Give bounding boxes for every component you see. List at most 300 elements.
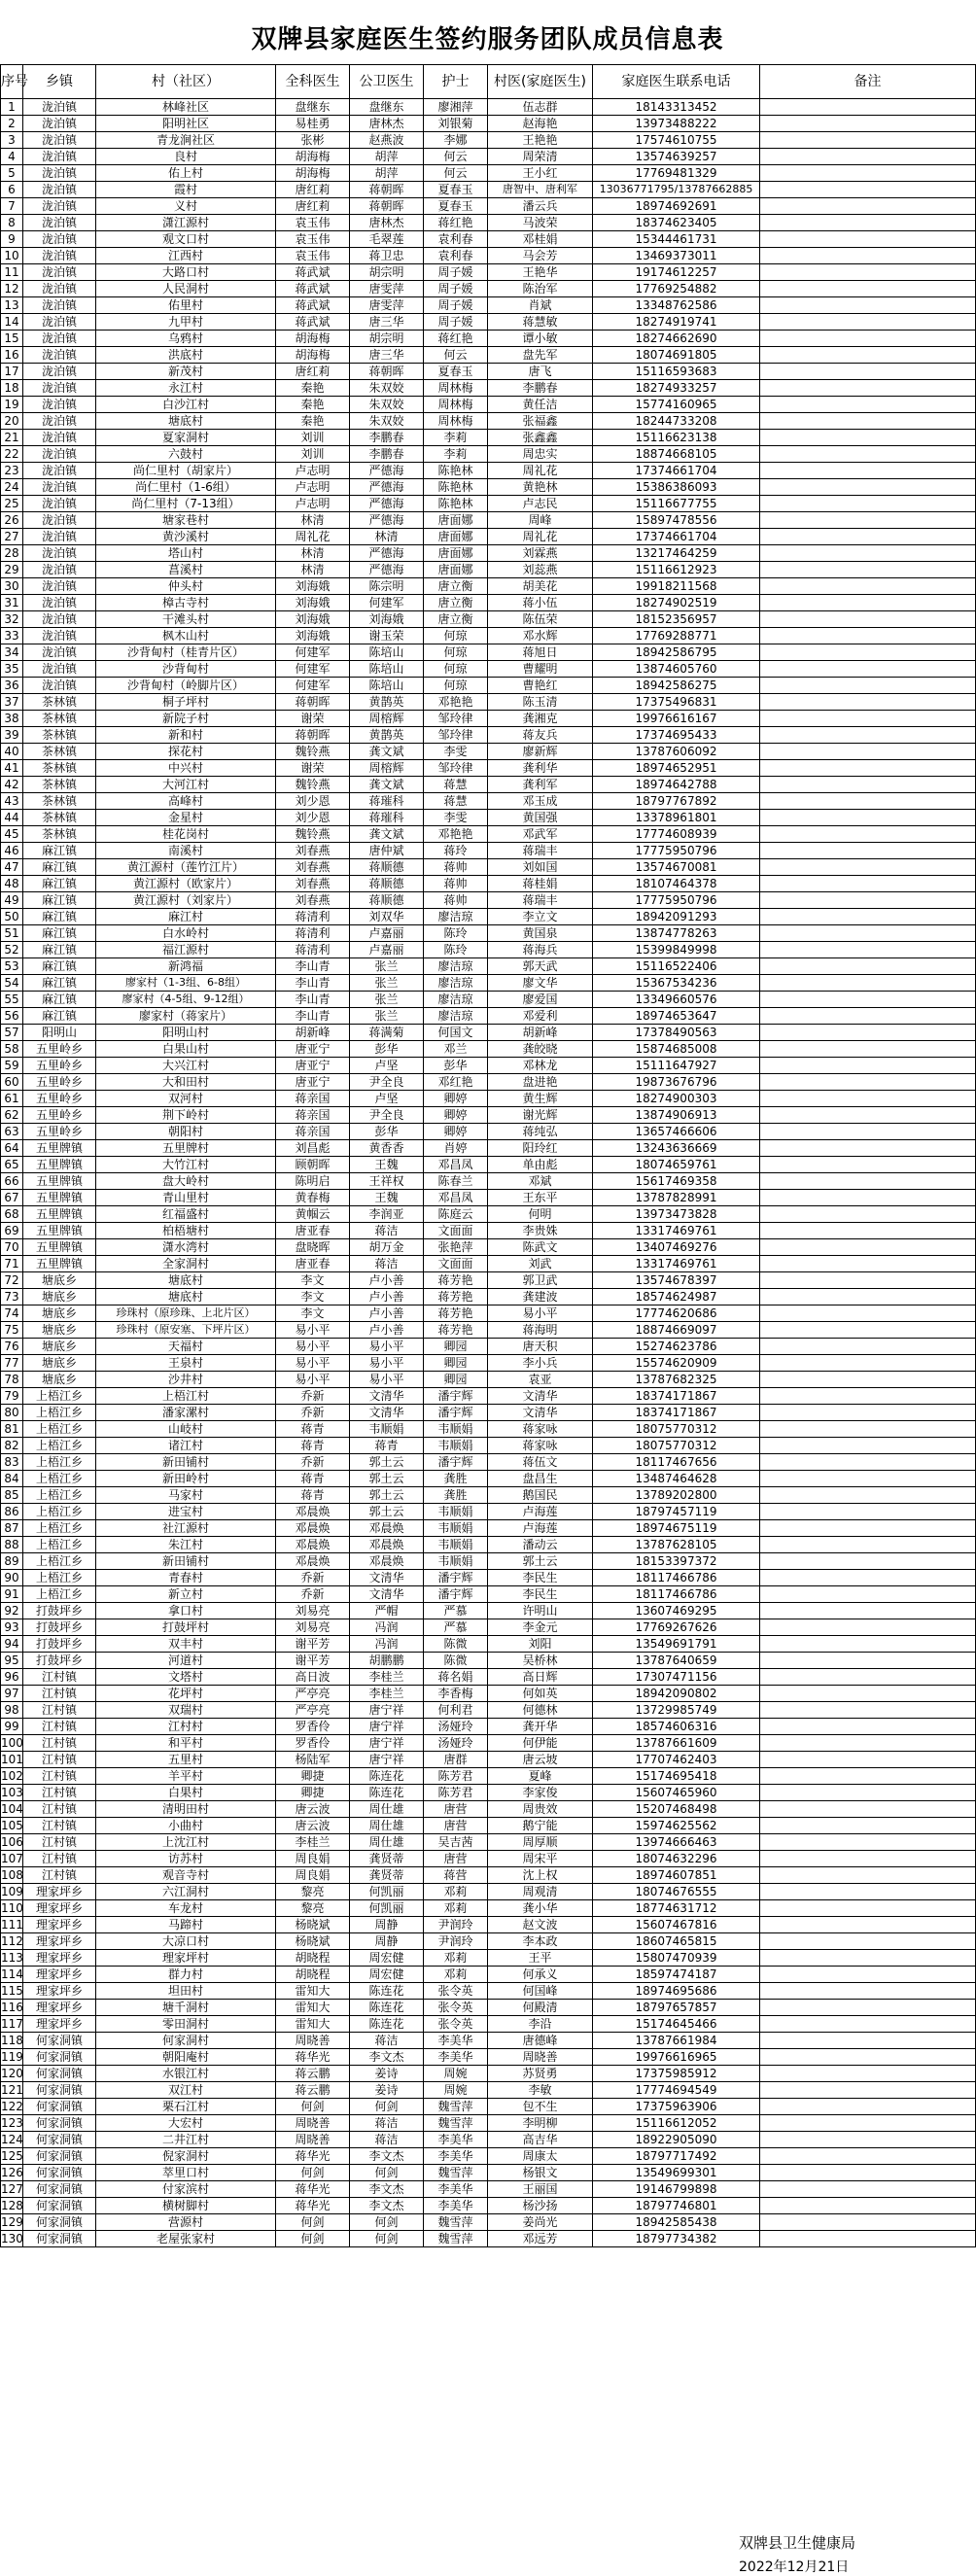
cell-township: 茶林镇 <box>23 810 96 826</box>
cell-phone: 18607465815 <box>593 1933 760 1950</box>
cell-village-doctor: 何殿清 <box>488 2000 593 2016</box>
cell-gp: 罗香伶 <box>276 1735 350 1752</box>
table-row <box>1 595 976 611</box>
cell-index: 9 <box>1 231 23 248</box>
cell-phone: 18974692691 <box>593 198 760 215</box>
cell-village-doctor: 鹅国民 <box>488 1487 593 1504</box>
cell-public-health-doctor: 唐仲斌 <box>350 843 424 859</box>
cell-nurse: 唐面娜 <box>424 545 488 562</box>
col-header-village-doctor: 村医(家庭医生) <box>488 65 593 99</box>
cell-index: 34 <box>1 644 23 661</box>
cell-index: 36 <box>1 678 23 694</box>
cell-gp: 何建军 <box>276 661 350 678</box>
cell-nurse: 汤娅玲 <box>424 1735 488 1752</box>
cell-phone: 15607465960 <box>593 1785 760 1801</box>
cell-village: 老屋张家村 <box>96 2231 276 2247</box>
cell-township: 阳明山 <box>23 1025 96 1041</box>
cell-index: 48 <box>1 876 23 892</box>
cell-village: 大路口村 <box>96 264 276 281</box>
cell-phone: 18074691805 <box>593 347 760 364</box>
table-row <box>1 1322 976 1339</box>
cell-phone: 18274900303 <box>593 1091 760 1107</box>
cell-nurse: 袁利春 <box>424 231 488 248</box>
cell-village-doctor: 李贵姝 <box>488 1223 593 1239</box>
cell-village-doctor: 鹅宁能 <box>488 1818 593 1834</box>
table-row <box>1 611 976 628</box>
cell-public-health-doctor: 李桂兰 <box>350 1669 424 1686</box>
cell-index: 11 <box>1 264 23 281</box>
cell-public-health-doctor: 邓晨焕 <box>350 1520 424 1537</box>
cell-index: 86 <box>1 1504 23 1520</box>
cell-gp: 周晓善 <box>276 2132 350 2148</box>
cell-phone: 13243636669 <box>593 1140 760 1157</box>
cell-index: 80 <box>1 1405 23 1421</box>
cell-public-health-doctor: 唐林杰 <box>350 215 424 231</box>
cell-village: 上沈江村 <box>96 1834 276 1851</box>
cell-township: 江村镇 <box>23 1867 96 1884</box>
cell-gp: 严亭亮 <box>276 1686 350 1702</box>
cell-phone: 18117467656 <box>593 1454 760 1471</box>
cell-phone: 17574610755 <box>593 132 760 149</box>
cell-village: 王泉村 <box>96 1355 276 1372</box>
cell-index: 123 <box>1 2116 23 2130</box>
cell-nurse: 潘宇辉 <box>424 1570 488 1586</box>
cell-village: 林峰社区 <box>96 99 276 116</box>
cell-public-health-doctor: 何建军 <box>350 595 424 611</box>
cell-gp: 乔新 <box>276 1388 350 1405</box>
col-header-nurse: 护士 <box>424 65 488 99</box>
cell-village: 夏家洞村 <box>96 430 276 446</box>
cell-nurse: 何琼 <box>424 661 488 678</box>
table-row <box>1 1834 976 1851</box>
cell-village: 大河江村 <box>96 777 276 793</box>
cell-village: 阳明山村 <box>96 1025 276 1041</box>
cell-village-doctor: 黄国泉 <box>488 925 593 942</box>
cell-remarks <box>760 1025 976 1041</box>
cell-village: 福江源村 <box>96 942 276 958</box>
cell-remarks <box>760 496 976 512</box>
table-row <box>1 793 976 810</box>
cell-village: 江村村 <box>96 1719 276 1735</box>
cell-nurse: 李雯 <box>424 810 488 826</box>
cell-remarks <box>760 1553 976 1570</box>
cell-nurse: 陈艳林 <box>424 463 488 479</box>
cell-remarks <box>760 364 976 380</box>
cell-township: 泷泊镇 <box>23 264 96 281</box>
cell-nurse: 张艳萍 <box>424 1239 488 1256</box>
table-row <box>1 1107 976 1124</box>
col-header-index: 序号 <box>1 65 23 99</box>
cell-village: 大宏村 <box>96 2115 276 2132</box>
cell-nurse: 唐营 <box>424 1851 488 1867</box>
cell-public-health-doctor: 彭华 <box>350 1041 424 1058</box>
cell-township: 泷泊镇 <box>23 512 96 529</box>
table-row <box>1 413 976 430</box>
table-row <box>1 198 976 215</box>
cell-phone: 17774694549 <box>593 2082 760 2099</box>
cell-public-health-doctor: 胡宗明 <box>350 331 424 347</box>
cell-index: 104 <box>1 1802 23 1816</box>
cell-village: 白果山村 <box>96 1041 276 1058</box>
table-row <box>1 1950 976 1967</box>
table-row <box>1 1520 976 1537</box>
cell-gp: 蒋清利 <box>276 909 350 925</box>
table-row <box>1 1537 976 1553</box>
cell-gp: 罗香伶 <box>276 1719 350 1735</box>
cell-public-health-doctor: 蒋顺德 <box>350 892 424 909</box>
table-row <box>1 2115 976 2132</box>
cell-gp: 何剑 <box>276 2099 350 2115</box>
cell-nurse: 陈微 <box>424 1636 488 1653</box>
table-row <box>1 2082 976 2099</box>
cell-phone: 18797734382 <box>593 2231 760 2247</box>
cell-gp: 唐红莉 <box>276 182 350 198</box>
cell-township: 何家洞镇 <box>23 2214 96 2231</box>
cell-index: 15 <box>1 331 23 347</box>
cell-remarks <box>760 1173 976 1190</box>
cell-nurse: 何琼 <box>424 628 488 644</box>
cell-gp: 卿捷 <box>276 1785 350 1801</box>
col-header-gp: 全科医生 <box>276 65 350 99</box>
cell-nurse: 何云 <box>424 149 488 165</box>
cell-phone: 15774160965 <box>593 397 760 413</box>
cell-phone: 13973473828 <box>593 1206 760 1223</box>
cell-remarks <box>760 909 976 925</box>
cell-index: 37 <box>1 694 23 711</box>
cell-village-doctor: 李民生 <box>488 1570 593 1586</box>
cell-gp: 刘易亮 <box>276 1619 350 1636</box>
cell-township: 麻江镇 <box>23 859 96 876</box>
table-row <box>1 1289 976 1305</box>
cell-village-doctor: 卢志民 <box>488 496 593 512</box>
cell-nurse: 唐面娜 <box>424 512 488 529</box>
cell-village-doctor: 蒋瑞丰 <box>488 843 593 859</box>
cell-remarks <box>760 297 976 314</box>
cell-gp: 乔新 <box>276 1586 350 1603</box>
cell-public-health-doctor: 蒋洁 <box>350 2115 424 2132</box>
cell-remarks <box>760 1305 976 1322</box>
cell-index: 18 <box>1 380 23 397</box>
cell-nurse: 蒋红艳 <box>424 331 488 347</box>
cell-gp: 秦艳 <box>276 397 350 413</box>
cell-public-health-doctor: 李桂兰 <box>350 1686 424 1702</box>
cell-gp: 蒋武斌 <box>276 314 350 331</box>
cell-village: 樟古寺村 <box>96 595 276 611</box>
cell-phone: 17707462403 <box>593 1752 760 1768</box>
cell-public-health-doctor: 周静 <box>350 1933 424 1950</box>
cell-remarks <box>760 479 976 496</box>
cell-township: 泷泊镇 <box>23 248 96 264</box>
table-row <box>1 644 976 661</box>
cell-remarks <box>760 1107 976 1124</box>
cell-public-health-doctor: 李文杰 <box>350 2181 424 2198</box>
cell-nurse: 何利君 <box>424 1702 488 1719</box>
table-row <box>1 661 976 678</box>
cell-index: 51 <box>1 925 23 942</box>
table-row <box>1 1752 976 1768</box>
cell-phone: 18774631712 <box>593 1900 760 1917</box>
cell-village: 沙井村 <box>96 1372 276 1388</box>
cell-index: 13 <box>1 297 23 314</box>
cell-village: 大竹江村 <box>96 1157 276 1173</box>
cell-gp: 袁玉伟 <box>276 248 350 264</box>
cell-township: 泷泊镇 <box>23 446 96 463</box>
cell-township: 泷泊镇 <box>23 678 96 694</box>
cell-public-health-doctor: 王魏 <box>350 1190 424 1206</box>
cell-public-health-doctor: 龚贤蒂 <box>350 1851 424 1867</box>
cell-nurse: 蒋芳艳 <box>424 1305 488 1322</box>
cell-village: 盘大岭村 <box>96 1173 276 1190</box>
cell-phone: 18143313452 <box>593 99 760 116</box>
table-row <box>1 678 976 694</box>
cell-remarks <box>760 1388 976 1405</box>
table-row <box>1 1768 976 1785</box>
cell-gp: 蒋青 <box>276 1487 350 1504</box>
cell-village-doctor: 蒋瑞丰 <box>488 892 593 909</box>
cell-nurse: 陈艳林 <box>424 479 488 496</box>
cell-public-health-doctor: 蒋顺德 <box>350 876 424 892</box>
cell-village: 倪家洞村 <box>96 2148 276 2165</box>
cell-nurse: 蒋名娟 <box>424 1669 488 1686</box>
cell-village: 上梧江村 <box>96 1388 276 1405</box>
cell-public-health-doctor: 张兰 <box>350 975 424 992</box>
cell-village: 塘家巷村 <box>96 512 276 529</box>
cell-nurse: 周子媛 <box>424 297 488 314</box>
cell-township: 泷泊镇 <box>23 331 96 347</box>
cell-gp: 林清 <box>276 545 350 562</box>
cell-village-doctor: 王艳艳 <box>488 132 593 149</box>
cell-village: 白水岭村 <box>96 925 276 942</box>
cell-phone: 15367534236 <box>593 975 760 992</box>
cell-public-health-doctor: 龚贤蒂 <box>350 1867 424 1884</box>
cell-nurse: 廖湘萍 <box>424 99 488 116</box>
cell-village: 潇水湾村 <box>96 1239 276 1256</box>
cell-index: 25 <box>1 496 23 512</box>
cell-village: 小曲村 <box>96 1818 276 1834</box>
cell-index: 85 <box>1 1487 23 1504</box>
cell-remarks <box>760 958 976 975</box>
cell-nurse: 卿园 <box>424 1355 488 1372</box>
cell-township: 泷泊镇 <box>23 297 96 314</box>
cell-township: 理家坪乡 <box>23 1933 96 1950</box>
cell-index: 77 <box>1 1355 23 1372</box>
cell-village-doctor: 李敏 <box>488 2082 593 2099</box>
cell-village: 二井江村 <box>96 2132 276 2148</box>
cell-gp: 雷知大 <box>276 1983 350 2000</box>
cell-remarks <box>760 2115 976 2132</box>
cell-nurse: 周林梅 <box>424 413 488 430</box>
cell-village: 塘底村 <box>96 1272 276 1289</box>
cell-village-doctor: 邓水辉 <box>488 628 593 644</box>
cell-village: 廖家村（蒋家片） <box>96 1008 276 1025</box>
cell-index: 49 <box>1 892 23 909</box>
cell-phone: 15174645466 <box>593 2016 760 2033</box>
cell-index: 110 <box>1 1901 23 1915</box>
cell-gp: 何剑 <box>276 2214 350 2231</box>
cell-gp: 蒋云鹏 <box>276 2082 350 2099</box>
cell-public-health-doctor: 龚文斌 <box>350 777 424 793</box>
cell-gp: 刘春燕 <box>276 876 350 892</box>
table-row <box>1 1272 976 1289</box>
cell-village-doctor: 谢光辉 <box>488 1107 593 1124</box>
cell-public-health-doctor: 黄鹊英 <box>350 694 424 711</box>
cell-village-doctor: 蒋友兵 <box>488 727 593 744</box>
cell-phone: 13317469761 <box>593 1223 760 1239</box>
cell-village: 枫木山村 <box>96 628 276 644</box>
cell-phone: 17775950796 <box>593 892 760 909</box>
cell-index: 93 <box>1 1619 23 1636</box>
cell-public-health-doctor: 李鹏春 <box>350 446 424 463</box>
cell-village: 乌鸦村 <box>96 331 276 347</box>
cell-phone: 13657466606 <box>593 1124 760 1140</box>
table-row <box>1 826 976 843</box>
roster-table <box>0 64 976 2247</box>
cell-gp: 卢志明 <box>276 496 350 512</box>
cell-remarks <box>760 1206 976 1223</box>
cell-township: 上梧江乡 <box>23 1570 96 1586</box>
cell-index: 88 <box>1 1537 23 1553</box>
table-row <box>1 992 976 1008</box>
cell-gp: 乔新 <box>276 1570 350 1586</box>
cell-nurse: 龚胜 <box>424 1487 488 1504</box>
cell-phone: 17378490563 <box>593 1025 760 1041</box>
cell-village-doctor: 马会芳 <box>488 248 593 264</box>
cell-index: 31 <box>1 595 23 611</box>
table-row <box>1 2148 976 2165</box>
cell-index: 57 <box>1 1025 23 1041</box>
cell-gp: 蒋华光 <box>276 2198 350 2214</box>
cell-township: 打鼓坪乡 <box>23 1636 96 1653</box>
cell-village-doctor: 陈治军 <box>488 281 593 297</box>
cell-nurse: 周婉 <box>424 2082 488 2099</box>
cell-gp: 李文 <box>276 1305 350 1322</box>
cell-public-health-doctor: 何剑 <box>350 2099 424 2115</box>
cell-phone: 15116623138 <box>593 430 760 446</box>
cell-village: 羊平村 <box>96 1768 276 1785</box>
cell-township: 泷泊镇 <box>23 165 96 182</box>
cell-remarks <box>760 430 976 446</box>
cell-phone: 15116593683 <box>593 364 760 380</box>
cell-remarks <box>760 992 976 1008</box>
cell-public-health-doctor: 朱双姣 <box>350 380 424 397</box>
cell-township: 麻江镇 <box>23 892 96 909</box>
cell-gp: 蒋武斌 <box>276 264 350 281</box>
cell-village-doctor: 周厚顺 <box>488 1834 593 1851</box>
cell-village-doctor: 唐云坡 <box>488 1752 593 1768</box>
cell-village-doctor: 马波荣 <box>488 215 593 231</box>
cell-index: 30 <box>1 578 23 595</box>
cell-public-health-doctor: 胡万金 <box>350 1239 424 1256</box>
cell-index: 122 <box>1 2100 23 2113</box>
cell-nurse: 卿园 <box>424 1372 488 1388</box>
cell-index: 114 <box>1 1967 23 1981</box>
cell-phone: 18153397372 <box>593 1553 760 1570</box>
cell-nurse: 唐立衡 <box>424 595 488 611</box>
cell-township: 江村镇 <box>23 1735 96 1752</box>
cell-index: 129 <box>1 2215 23 2229</box>
cell-public-health-doctor: 蒋卫忠 <box>350 248 424 264</box>
cell-township: 泷泊镇 <box>23 479 96 496</box>
cell-phone: 18797767892 <box>593 793 760 810</box>
cell-phone: 13574678397 <box>593 1272 760 1289</box>
cell-nurse: 廖洁琼 <box>424 958 488 975</box>
cell-phone: 18942091293 <box>593 909 760 925</box>
cell-village: 沙背甸村 <box>96 661 276 678</box>
cell-phone: 18922905090 <box>593 2132 760 2148</box>
cell-remarks <box>760 1372 976 1388</box>
cell-nurse: 周婉 <box>424 2066 488 2082</box>
cell-township: 何家洞镇 <box>23 2115 96 2132</box>
cell-phone: 18874668105 <box>593 446 760 463</box>
cell-phone: 13317469761 <box>593 1256 760 1272</box>
cell-village-doctor: 郭土云 <box>488 1553 593 1570</box>
cell-gp: 刘训 <box>276 430 350 446</box>
cell-public-health-doctor: 易小平 <box>350 1339 424 1355</box>
cell-township: 泷泊镇 <box>23 364 96 380</box>
cell-gp: 林清 <box>276 512 350 529</box>
cell-public-health-doctor: 周仕雄 <box>350 1801 424 1818</box>
cell-nurse: 潘宇辉 <box>424 1586 488 1603</box>
cell-village: 白果村 <box>96 1785 276 1801</box>
cell-village-doctor: 陈玉清 <box>488 694 593 711</box>
cell-gp: 秦艳 <box>276 413 350 430</box>
table-row <box>1 1058 976 1074</box>
cell-nurse: 邓莉 <box>424 1884 488 1900</box>
cell-index: 126 <box>1 2166 23 2179</box>
cell-village-doctor: 黄国强 <box>488 810 593 826</box>
cell-phone: 17774608939 <box>593 826 760 843</box>
cell-township: 理家坪乡 <box>23 1950 96 1967</box>
cell-gp: 乔新 <box>276 1454 350 1471</box>
cell-public-health-doctor: 赵燕波 <box>350 132 424 149</box>
cell-gp: 刘昌彪 <box>276 1140 350 1157</box>
cell-phone: 13574639257 <box>593 149 760 165</box>
cell-index: 64 <box>1 1140 23 1157</box>
cell-public-health-doctor: 蒋洁 <box>350 1223 424 1239</box>
cell-village: 新院子村 <box>96 711 276 727</box>
cell-nurse: 彭华 <box>424 1058 488 1074</box>
cell-index: 127 <box>1 2182 23 2196</box>
cell-public-health-doctor: 蒋朝晖 <box>350 364 424 380</box>
table-row <box>1 1487 976 1504</box>
cell-public-health-doctor: 何剑 <box>350 2214 424 2231</box>
cell-village-doctor: 周贵效 <box>488 1801 593 1818</box>
table-row <box>1 2049 976 2066</box>
table-row <box>1 545 976 562</box>
cell-village-doctor: 蒋慧敏 <box>488 314 593 331</box>
cell-index: 8 <box>1 215 23 231</box>
cell-gp: 李山青 <box>276 975 350 992</box>
cell-nurse: 蒋慧 <box>424 793 488 810</box>
cell-index: 69 <box>1 1223 23 1239</box>
cell-phone: 15344461731 <box>593 231 760 248</box>
cell-township: 泷泊镇 <box>23 611 96 628</box>
table-row <box>1 760 976 777</box>
cell-nurse: 魏雪萍 <box>424 2099 488 2115</box>
cell-index: 94 <box>1 1636 23 1653</box>
cell-township: 麻江镇 <box>23 925 96 942</box>
table-row <box>1 1504 976 1520</box>
cell-gp: 刘少恩 <box>276 793 350 810</box>
cell-village-doctor: 潘动云 <box>488 1537 593 1553</box>
cell-remarks <box>760 2198 976 2214</box>
cell-township: 理家坪乡 <box>23 2000 96 2016</box>
cell-nurse: 潘宇辉 <box>424 1388 488 1405</box>
table-row <box>1 711 976 727</box>
cell-township: 泷泊镇 <box>23 529 96 545</box>
cell-township: 五里牌镇 <box>23 1140 96 1157</box>
cell-public-health-doctor: 卢小善 <box>350 1305 424 1322</box>
